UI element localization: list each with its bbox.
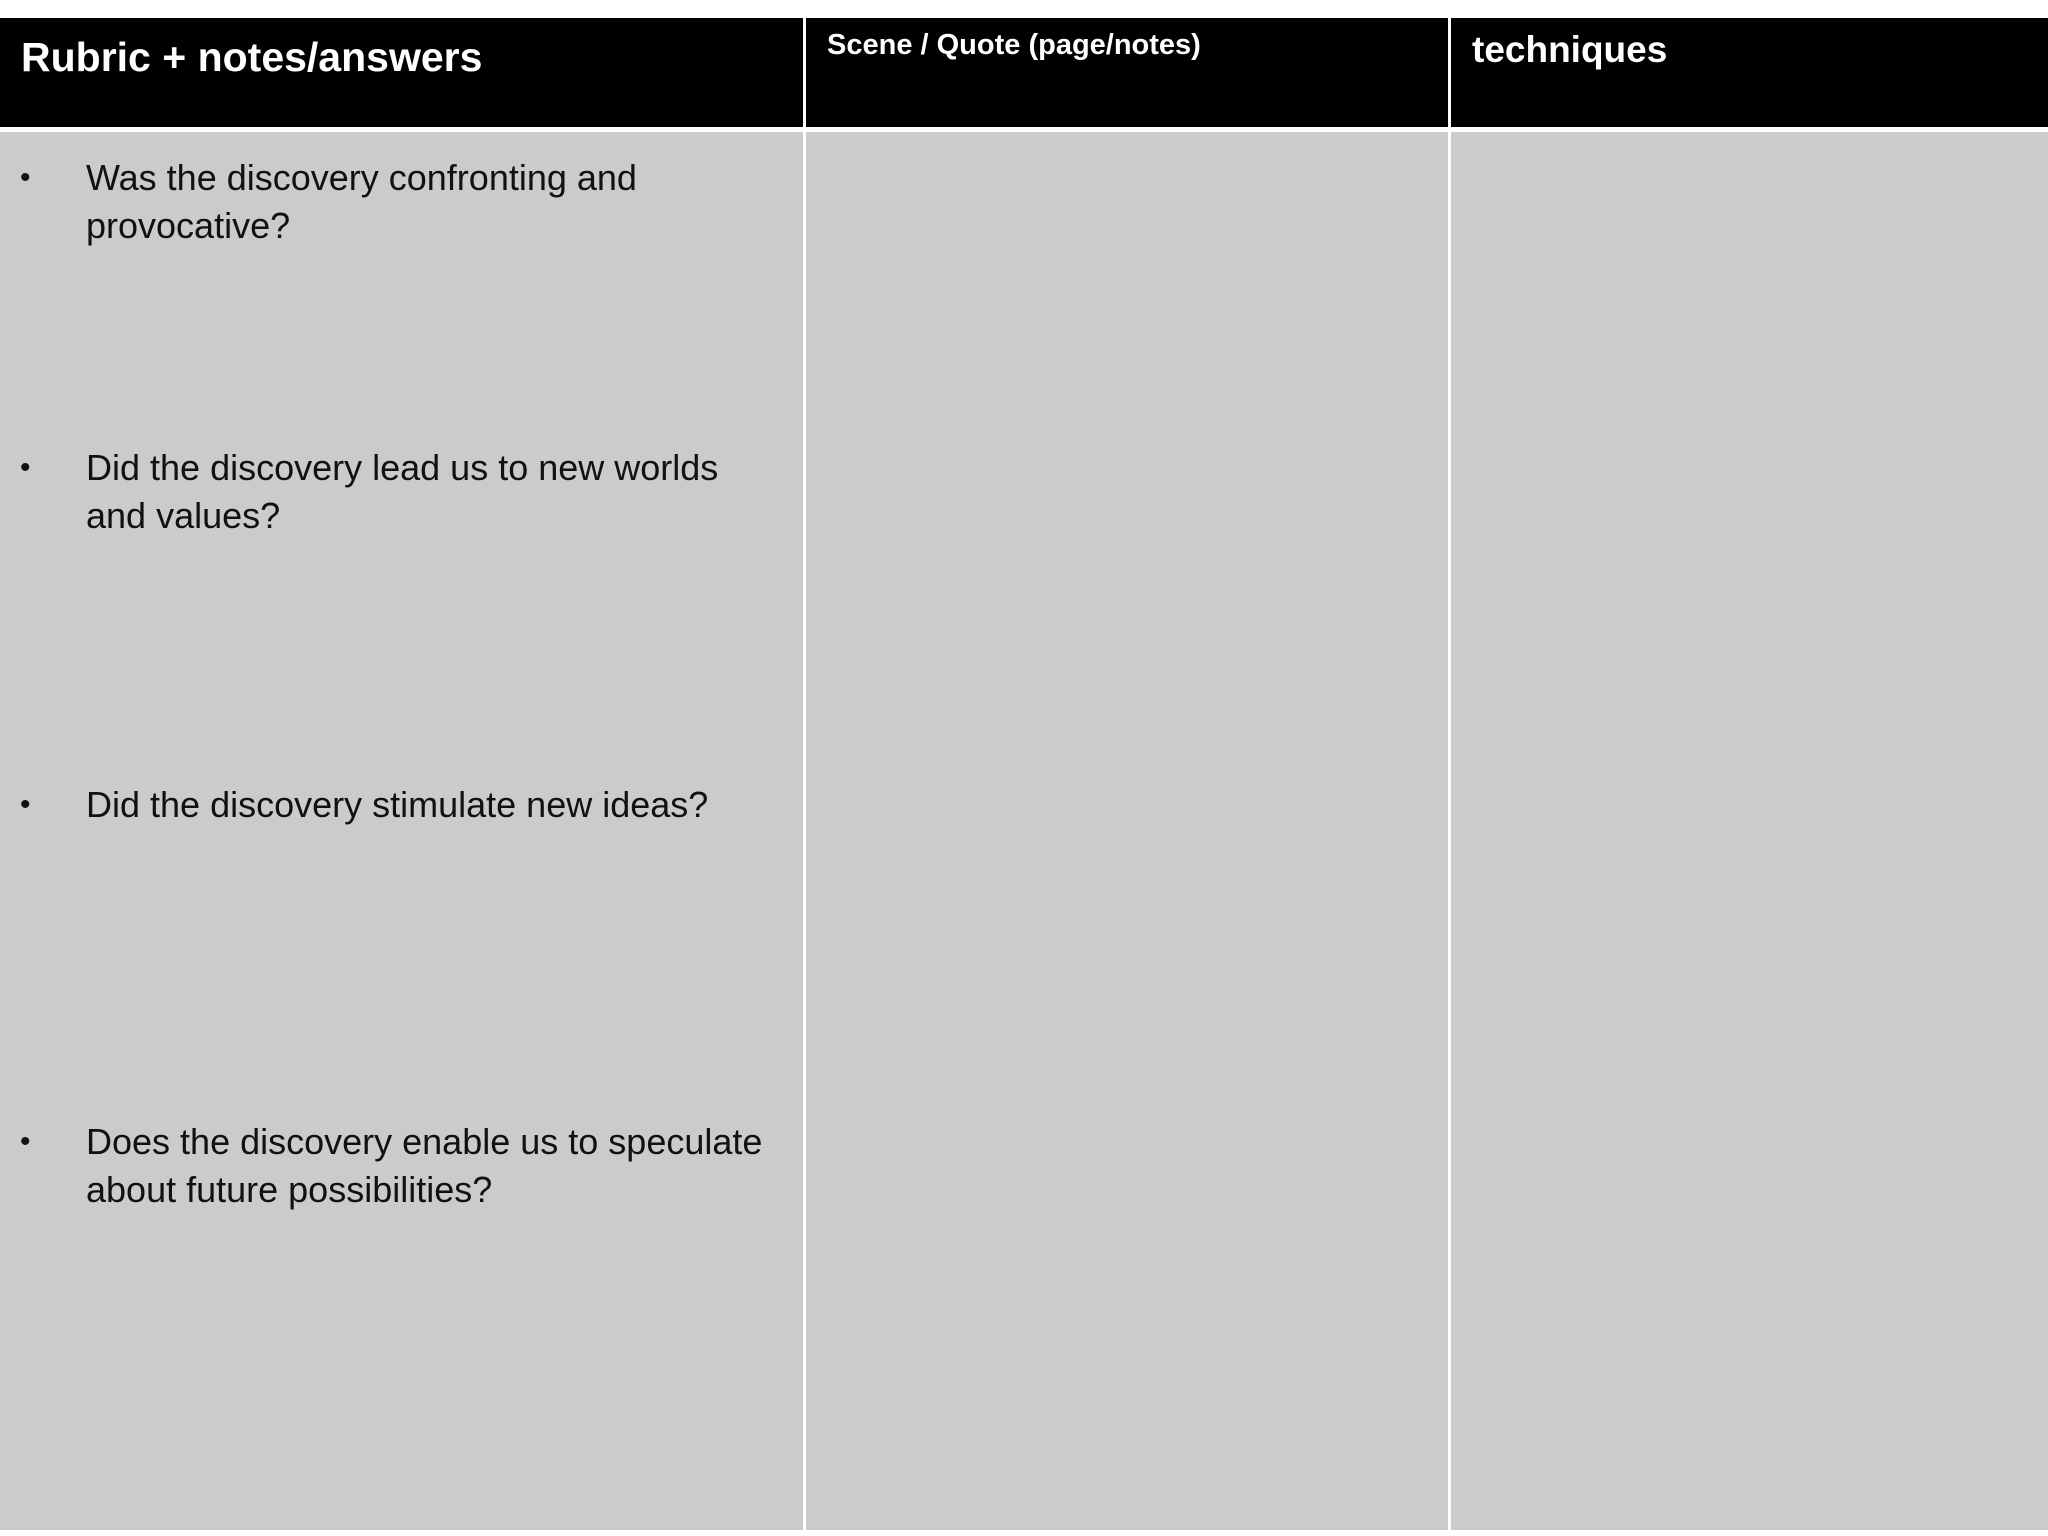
techniques-cell[interactable] — [1451, 132, 2048, 1530]
bullet-icon: • — [20, 788, 31, 821]
rubric-item-text: Was the discovery confronting and provocative? — [86, 157, 637, 246]
bullet-icon: • — [20, 451, 31, 484]
rubric-item-text: Did the discovery stimulate new ideas? — [86, 784, 709, 825]
bullet-icon: • — [20, 1125, 31, 1158]
header-scene-quote: Scene / Quote (page/notes) — [806, 18, 1448, 127]
rubric-cell[interactable] — [0, 132, 803, 1530]
rubric-item-text: Does the discovery enable us to speculate about future possibilities? — [86, 1121, 763, 1210]
rubric-table — [0, 18, 2048, 1530]
header-techniques: techniques — [1451, 18, 2048, 127]
header-rubric: Rubric + notes/answers — [0, 18, 803, 127]
bullet-icon: • — [20, 161, 31, 194]
scene-quote-cell[interactable] — [806, 132, 1448, 1530]
rubric-item-text: Did the discovery lead us to new worlds and values? — [86, 447, 719, 536]
